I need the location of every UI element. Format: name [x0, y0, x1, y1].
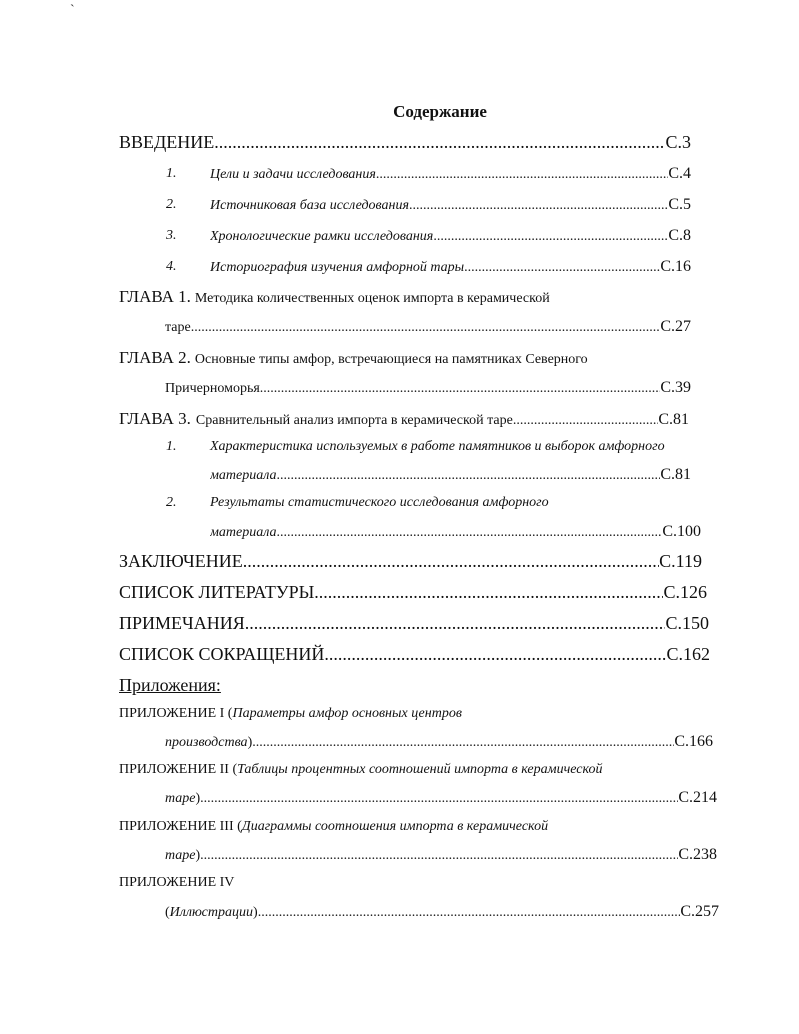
toc-page-number: С.257 [680, 903, 719, 920]
toc-entry-label: ПРИМЕЧАНИЯ [119, 613, 245, 633]
toc-page-number: С.81 [660, 466, 691, 483]
toc-entry-label: производства [165, 735, 248, 750]
toc-entry-label: ЗАКЛЮЧЕНИЕ [119, 551, 243, 571]
appendix-close-paren: ) [195, 791, 201, 806]
appendix-title: Параметры амфор основных центров [232, 706, 462, 721]
appendix-close-paren: ) [253, 905, 258, 920]
toc-page-number: С.27 [660, 318, 691, 335]
chapter-label: ГЛАВА 3. [119, 409, 191, 428]
toc-title: Содержание [393, 102, 487, 121]
toc-page-number: С.214 [678, 789, 717, 806]
toc-appendix-2-heading[interactable] [119, 759, 603, 781]
toc-entry-label: Цели и задачи исследования [210, 167, 376, 182]
toc-page-number: С.119 [659, 551, 702, 571]
toc-chapter-3[interactable] [119, 408, 689, 432]
dot-leader [376, 164, 668, 186]
toc-entry-ch3-2-line2[interactable] [210, 521, 701, 544]
toc-entry-literature[interactable] [119, 581, 707, 603]
appendix-open-paren: ( [165, 905, 170, 920]
toc-entry-label: ВВЕДЕНИЕ [119, 132, 215, 152]
dot-leader [277, 522, 663, 544]
chapter-title: Основные типы амфор, встречающиеся на памятниках Северного [194, 352, 588, 367]
toc-page-number: С.5 [668, 196, 691, 213]
chapter-label: ГЛАВА 1. [119, 287, 191, 306]
toc-page-number: С.16 [660, 258, 691, 275]
toc-page-number: С.238 [678, 846, 717, 863]
toc-page-number: С.8 [668, 227, 691, 244]
toc-page-number: С.100 [662, 523, 701, 540]
toc-entry-conclusion[interactable] [119, 550, 702, 572]
toc-page-number: С.4 [668, 165, 691, 182]
toc-page-number: С.126 [663, 582, 707, 602]
toc-page-number: С.162 [666, 644, 710, 664]
dot-leader [214, 131, 665, 153]
appendix-open-paren: ( [232, 762, 238, 777]
toc-chapter-1-heading[interactable] [119, 286, 550, 310]
toc-entry-notes[interactable] [119, 612, 709, 634]
toc-entry-label: материала [210, 525, 277, 540]
toc-page-number: С.150 [665, 613, 709, 633]
toc-entry-intro-2[interactable] [210, 194, 691, 217]
toc-item-number: 3. [166, 228, 177, 243]
toc-page-number: С.81 [658, 411, 689, 428]
toc-entry-label: Источниковая база исследования [210, 198, 409, 213]
toc-appendix-2-line2[interactable] [165, 787, 717, 810]
toc-appendix-4-line2[interactable] [165, 901, 719, 924]
appendix-title: Диаграммы соотношения импорта в керамической [241, 819, 549, 834]
dot-leader [200, 788, 678, 810]
toc-entry-ch3-1-line2[interactable] [210, 464, 691, 487]
dot-leader [464, 257, 660, 279]
appendix-label: ПРИЛОЖЕНИЕ II [119, 762, 229, 777]
toc-entry-label: таре [165, 791, 196, 806]
toc-item-number: 2. [166, 197, 177, 212]
toc-entry-label: Хронологические рамки исследования [210, 229, 434, 244]
toc-appendix-4-heading[interactable] [119, 872, 234, 894]
toc-item-number: 4. [166, 259, 177, 274]
dot-leader [243, 550, 659, 572]
toc-entry-intro-4[interactable] [210, 256, 691, 279]
dot-leader [314, 581, 663, 603]
toc-page-number: С.166 [674, 733, 713, 750]
toc-appendix-3-line2[interactable] [165, 844, 717, 867]
chapter-title: Методика количественных оценок импорта в керамической [194, 291, 550, 306]
toc-entry-label: таре [165, 320, 191, 335]
appendix-title: Таблицы процентных соотношений импорта в керамической [237, 762, 603, 777]
toc-chapter-1-line2[interactable] [165, 316, 691, 339]
chapter-title: Сравнительный анализ импорта в керамической таре [195, 413, 513, 428]
toc-entry-intro-3[interactable] [210, 225, 691, 248]
chapter-label: ГЛАВА 2. [119, 348, 191, 367]
appendix-label: ПРИЛОЖЕНИЕ III [119, 819, 234, 834]
toc-entry-label: материала [210, 468, 277, 483]
dot-leader [260, 378, 661, 400]
toc-entry-intro[interactable] [119, 131, 691, 153]
toc-entry-label: Иллюстрации [169, 905, 254, 920]
toc-entry-intro-1[interactable] [210, 163, 691, 186]
toc-page-number: С.39 [660, 379, 691, 396]
toc-item-number: 1. [166, 166, 177, 181]
dot-leader [245, 612, 666, 634]
toc-entry-label: Историография изучения амфорной тары [210, 260, 465, 275]
toc-item-number: 2. [166, 495, 177, 510]
toc-entry-label: таре [165, 848, 196, 863]
dot-leader [191, 317, 661, 339]
toc-entry-abbreviations[interactable] [119, 643, 710, 665]
toc-entry-label: СПИСОК ЛИТЕРАТУРЫ [119, 582, 315, 602]
dot-leader [258, 902, 681, 924]
toc-chapter-2-heading[interactable] [119, 347, 588, 371]
appendix-label: ПРИЛОЖЕНИЕ IV [119, 875, 235, 890]
toc-page-number: С.3 [665, 132, 691, 152]
appendix-close-paren: ) [195, 848, 201, 863]
appendices-heading: Приложения: [119, 675, 221, 695]
toc-entry-ch3-2-line1[interactable]: Результаты статистического исследования амфорного [210, 495, 549, 510]
dot-leader [433, 226, 668, 248]
dot-leader [513, 410, 659, 432]
toc-entry-label: Причерноморья [165, 381, 260, 396]
appendix-label: ПРИЛОЖЕНИЕ I [119, 706, 225, 721]
appendix-close-paren: ) [247, 735, 253, 750]
toc-entry-ch3-1-line1[interactable]: Характеристика используемых в работе памятников и выборок амфорного [210, 439, 665, 454]
dot-leader [252, 732, 674, 754]
scan-speck-mark: ˋ [70, 3, 75, 18]
toc-entry-label: СПИСОК СОКРАЩЕНИЙ [119, 644, 325, 664]
dot-leader [324, 643, 666, 665]
dot-leader [200, 845, 678, 867]
toc-appendix-1-heading[interactable] [119, 703, 462, 725]
dot-leader [409, 195, 668, 217]
appendix-open-paren: ( [237, 819, 242, 834]
appendix-open-paren: ( [227, 706, 233, 721]
dot-leader [277, 465, 661, 487]
toc-appendix-1-line2[interactable] [165, 731, 713, 754]
toc-appendix-3-heading[interactable] [119, 816, 548, 838]
toc-chapter-2-line2[interactable] [165, 377, 691, 400]
toc-item-number: 1. [166, 439, 177, 454]
